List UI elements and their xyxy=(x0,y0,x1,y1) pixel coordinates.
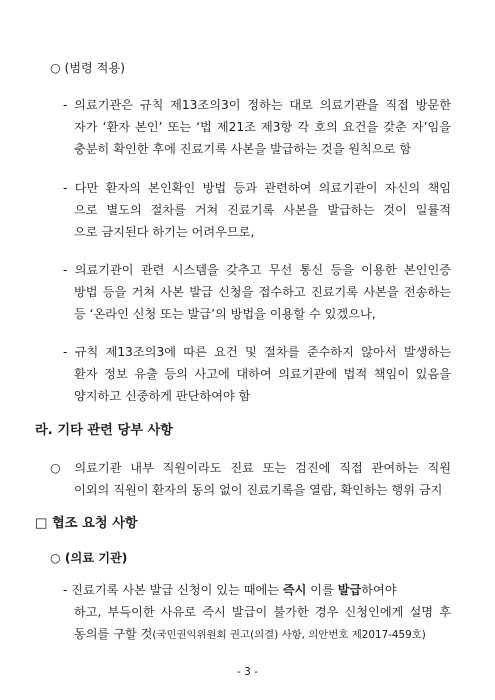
bullet-3-line-1: - 의료기관이 관련 시스템을 갖추고 무선 통신 등을 이용한 본인인증 xyxy=(63,263,451,277)
bullet-2-line-3: 으로 금지된다 하기는 어려우므로, xyxy=(74,225,255,239)
bullet-2-line-1: - 다만 환자의 본인확인 방법 등과 관련하여 의료기관이 자신의 책임 xyxy=(63,181,451,195)
immediately-emphasis: 즉시 xyxy=(282,583,307,597)
medical-institution-subheading: ○ (의료 기관) xyxy=(50,551,128,565)
page-number: - 3 - xyxy=(237,666,258,678)
bullet-2-line-2: 으로 별도의 절차를 거쳐 진료기록 사본을 발급하는 것이 일률적 xyxy=(74,203,451,217)
law-application-heading: ○ (범령 적용) xyxy=(50,61,125,75)
other-matters-line-2: 이외의 직원이 환자의 동의 없이 진료기록을 열람, 확인하는 행위 금지 xyxy=(74,483,443,497)
bullet-4-line-2: 환자 정보 유출 등의 사고에 대하여 의료기관에 법적 책임이 있음을 xyxy=(74,367,451,381)
request-line-2: 하고, 부득이한 사유로 즉시 발급이 불가한 경우 신청인에게 설명 후 xyxy=(74,605,451,619)
bullet-3-line-2: 방법 등을 거쳐 사본 발급 신청을 접수하고 진료기록 사본을 전송하는 xyxy=(74,285,451,299)
bullet-4-line-3: 양지하고 신중하게 판단하여야 함 xyxy=(74,389,251,403)
bullet-1-line-2: 자가 ‘환자 본인’ 또는 ‘법 제21조 제3항 각 호의 요건을 갖춘 자’임을 xyxy=(74,120,451,134)
request-line-1 xyxy=(63,582,397,598)
request-note: (국민권익위원회 권고(의결) 사항, 의안번호 제2017-459호) xyxy=(152,629,426,641)
other-matters-line-1: ○ 의료기관 내부 직원이라도 진료 또는 검진에 직접 관여하는 직원 xyxy=(50,461,451,475)
bullet-4-line-1: - 규칙 제13조의3에 따른 요건 및 절차를 준수하지 않아서 발생하는 xyxy=(63,345,451,359)
bullet-1-line-3: 충분히 확인한 후에 진료기록 사본을 발급하는 것을 원칙으로 함 xyxy=(74,142,412,156)
issue-emphasis: 발급 xyxy=(337,583,362,597)
bullet-3-line-3: 등 ‘온라인 신청 또는 발급’의 방법을 이용할 수 있겠으나, xyxy=(74,307,376,321)
request-line-1-text-a: - 진료기록 사본 발급 신청이 있는 때에는 xyxy=(63,583,283,597)
request-line-1-text-e: 하여야 xyxy=(361,583,397,597)
other-matters-heading: 라. 기타 관련 당부 사항 xyxy=(35,423,174,438)
request-line-1-text-c: 이를 xyxy=(306,583,338,597)
request-line-3-text: 동의를 구할 것 xyxy=(74,627,153,641)
bullet-1-line-1: - 의료기관은 규칙 제13조의3이 정하는 대로 의료기관을 직접 방문한 xyxy=(63,98,451,112)
request-line-3 xyxy=(74,626,426,643)
cooperation-request-heading: □ 협조 요청 사항 xyxy=(35,516,138,531)
